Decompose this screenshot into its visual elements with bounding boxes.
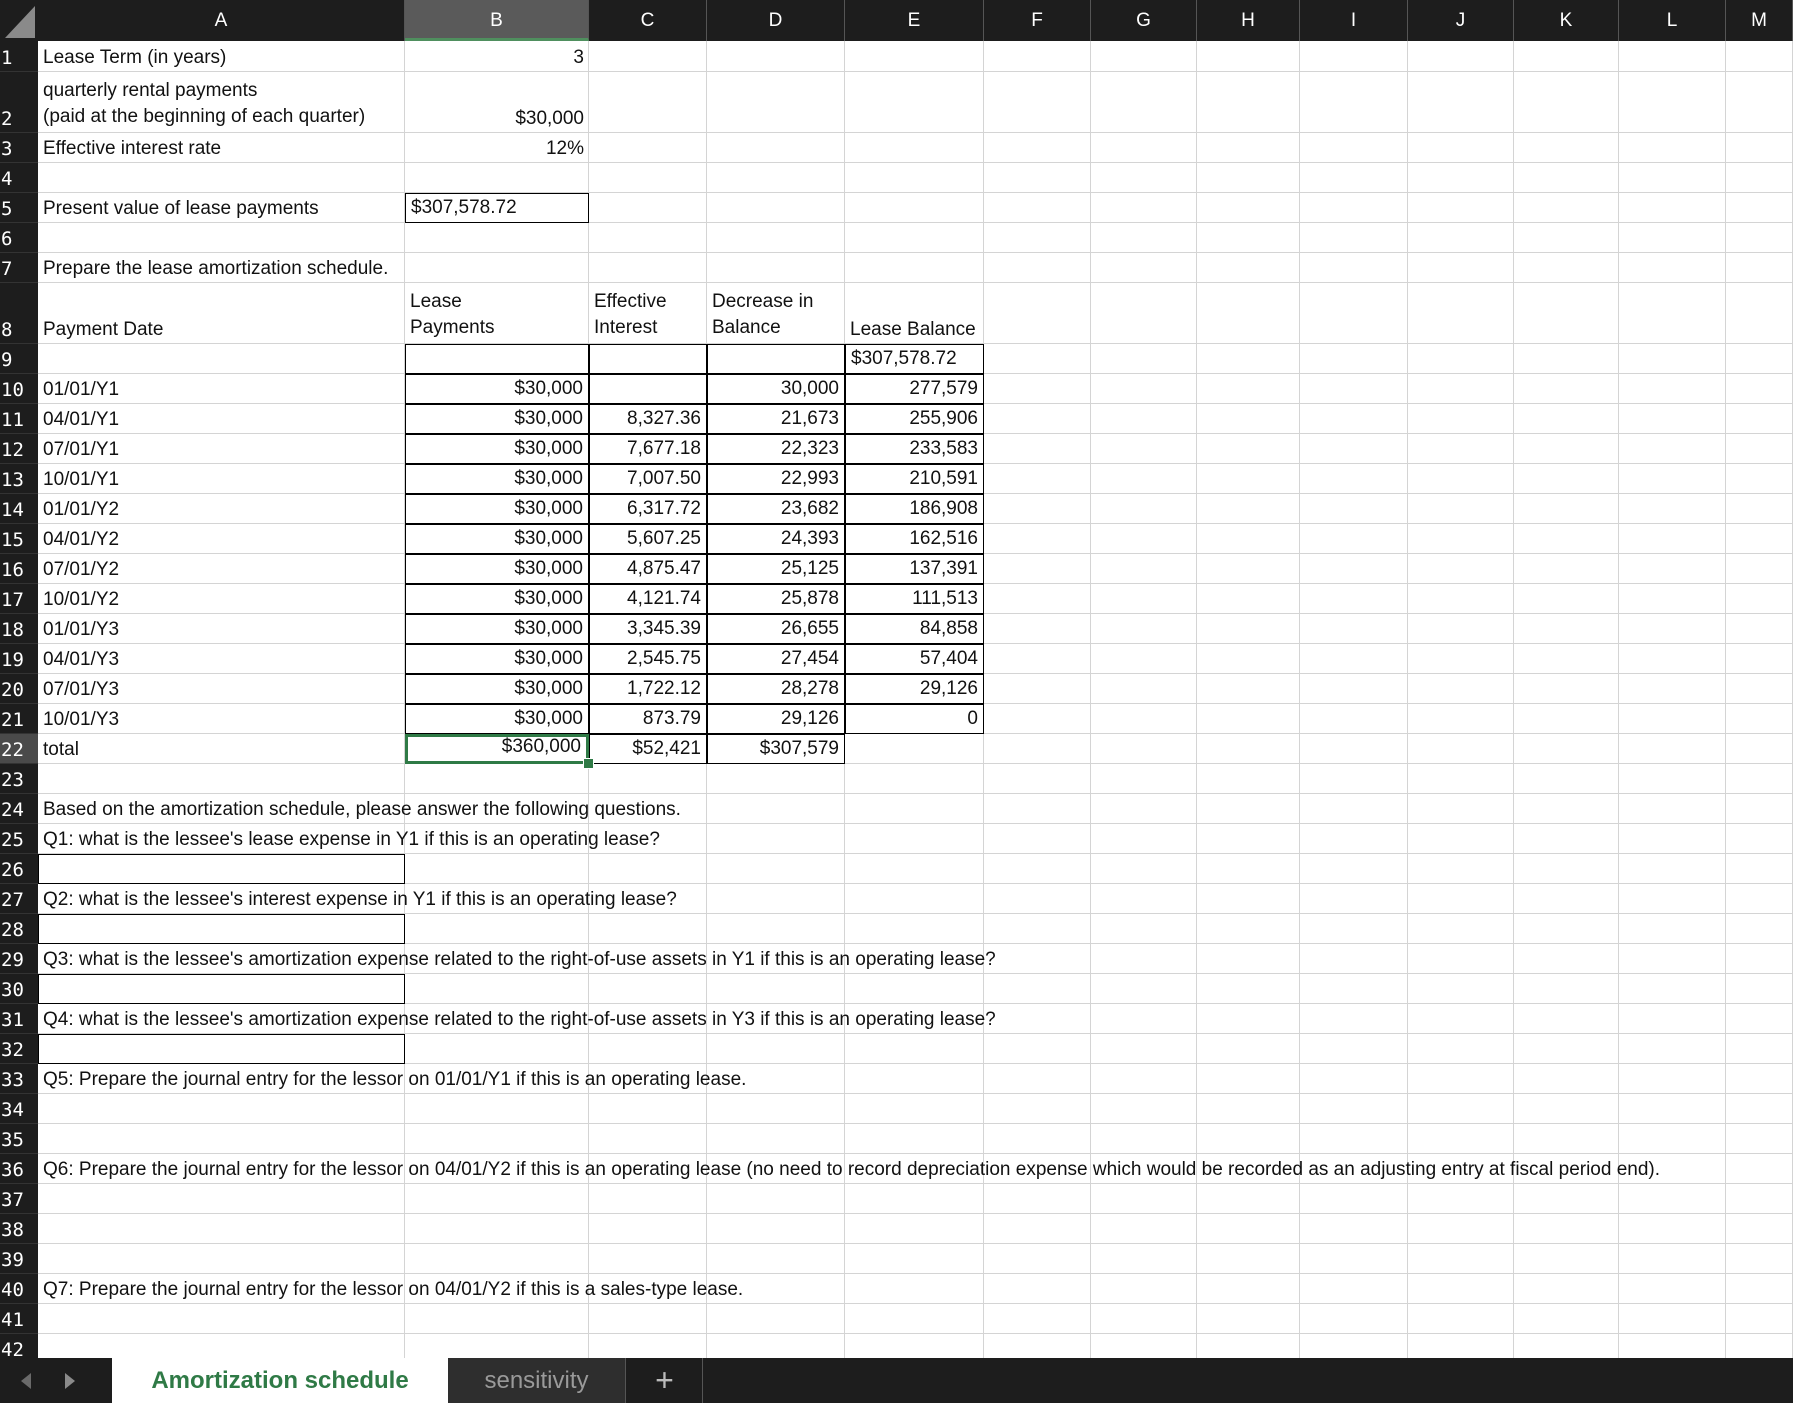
header-lease-balance[interactable]: Lease Balance (850, 319, 976, 340)
present-value-label[interactable]: Present value of lease payments (43, 198, 319, 219)
gridline-horizontal (38, 1243, 1793, 1244)
rental-payment-value[interactable]: $30,000 (515, 108, 584, 129)
tab-amortization-schedule[interactable]: Amortization schedule (112, 1358, 448, 1403)
gridline-horizontal (38, 1123, 1793, 1124)
next-sheet-icon[interactable] (50, 1358, 90, 1403)
column-header-f[interactable]: F (984, 0, 1091, 41)
schedule-date[interactable]: 10/01/Y1 (43, 469, 120, 490)
row-header-3[interactable]: 3 (0, 133, 38, 163)
schedule-interest[interactable]: 4,875.47 (589, 554, 707, 584)
row-header-38[interactable]: 38 (0, 1214, 38, 1244)
row-header-22[interactable]: 22 (0, 734, 38, 764)
column-header-b[interactable]: B (405, 0, 589, 41)
schedule-balance[interactable]: 186,908 (845, 494, 984, 524)
schedule-payment[interactable]: $30,000 (405, 524, 589, 554)
schedule-date[interactable]: 04/01/Y3 (43, 649, 120, 670)
header-effective-interest[interactable]: Effective Interest (594, 291, 667, 338)
row-header-34[interactable]: 34 (0, 1094, 38, 1124)
row-header-5[interactable]: 5 (0, 193, 38, 223)
schedule-payment[interactable]: $30,000 (405, 464, 589, 494)
row-header-42[interactable]: 42 (0, 1334, 38, 1358)
schedule-date[interactable]: 01/01/Y1 (43, 379, 120, 400)
question-7[interactable]: Q7: Prepare the journal entry for the lessor on 04/01/Y2 if this is a sales-type lease. (43, 1279, 744, 1300)
row-header-39[interactable]: 39 (0, 1244, 38, 1274)
question-5[interactable]: Q5: Prepare the journal entry for the lessor on 01/01/Y1 if this is an operating lease. (43, 1069, 747, 1090)
answer-input-box[interactable] (38, 854, 405, 884)
schedule-decrease[interactable]: 27,454 (707, 644, 845, 674)
row-header-10[interactable]: 10 (0, 374, 38, 404)
schedule-decrease[interactable]: 24,393 (707, 524, 845, 554)
prepare-schedule-label[interactable]: Prepare the lease amortization schedule. (43, 258, 389, 279)
answer-input-box[interactable] (38, 974, 405, 1004)
schedule-payment[interactable]: $30,000 (405, 644, 589, 674)
prev-sheet-icon[interactable] (6, 1358, 46, 1403)
schedule-interest[interactable]: 7,007.50 (589, 464, 707, 494)
row-header-25[interactable]: 25 (0, 824, 38, 854)
row-header-41[interactable]: 41 (0, 1304, 38, 1334)
schedule-payment[interactable]: $30,000 (405, 374, 589, 404)
schedule-interest[interactable]: 7,677.18 (589, 434, 707, 464)
schedule-payment[interactable]: $30,000 (405, 704, 589, 734)
fill-handle[interactable] (583, 758, 594, 769)
row-header-28[interactable]: 28 (0, 914, 38, 944)
schedule-balance[interactable]: 277,579 (845, 374, 984, 404)
row-header-40[interactable]: 40 (0, 1274, 38, 1304)
total-label[interactable]: total (43, 739, 79, 760)
row-header-11[interactable]: 11 (0, 404, 38, 434)
row-header-30[interactable]: 30 (0, 974, 38, 1004)
questions-intro[interactable]: Based on the amortization schedule, please answer the following questions. (43, 799, 681, 820)
schedule-date[interactable]: 07/01/Y3 (43, 679, 120, 700)
row-header-2[interactable]: 2 (0, 72, 38, 133)
schedule-balance[interactable]: 29,126 (845, 674, 984, 704)
column-header-i[interactable]: I (1300, 0, 1408, 41)
column-header-k[interactable]: K (1514, 0, 1619, 41)
row-header-21[interactable]: 21 (0, 704, 38, 734)
schedule-balance[interactable]: 210,591 (845, 464, 984, 494)
schedule-decrease[interactable]: 28,278 (707, 674, 845, 704)
interest-rate-value[interactable]: 12% (545, 138, 584, 159)
row-header-15[interactable]: 15 (0, 524, 38, 554)
schedule-decrease[interactable]: 29,126 (707, 704, 845, 734)
column-header-m[interactable]: M (1726, 0, 1793, 41)
question-6[interactable]: Q6: Prepare the journal entry for the lessor on 04/01/Y2 if this is an operating lease (no need to record depreciation expense which would be recorded as an adjusting entry at fiscal period end). (43, 1159, 1661, 1180)
schedule-balance[interactable]: 162,516 (845, 524, 984, 554)
schedule-interest[interactable] (589, 374, 707, 404)
schedule-payment[interactable]: $30,000 (405, 434, 589, 464)
row-header-36[interactable]: 36 (0, 1154, 38, 1184)
row-header-23[interactable]: 23 (0, 764, 38, 794)
schedule-balance[interactable]: 233,583 (845, 434, 984, 464)
schedule-interest[interactable]: 2,545.75 (589, 644, 707, 674)
question-3[interactable]: Q3: what is the lessee's amortization expense related to the right-of-use assets in Y1 if this is an operating lease? (43, 949, 996, 970)
schedule-decrease[interactable]: 30,000 (707, 374, 845, 404)
row-header-18[interactable]: 18 (0, 614, 38, 644)
question-2[interactable]: Q2: what is the lessee's interest expense in Y1 if this is an operating lease? (43, 889, 677, 910)
schedule-decrease[interactable]: 22,993 (707, 464, 845, 494)
row-header-17[interactable]: 17 (0, 584, 38, 614)
schedule-decrease[interactable]: 23,682 (707, 494, 845, 524)
schedule-balance[interactable]: 84,858 (845, 614, 984, 644)
row-header-31[interactable]: 31 (0, 1004, 38, 1034)
column-header-a[interactable]: A (38, 0, 405, 41)
schedule-payment[interactable]: $30,000 (405, 554, 589, 584)
schedule-decrease[interactable]: 21,673 (707, 404, 845, 434)
row-header-37[interactable]: 37 (0, 1184, 38, 1214)
gridline-horizontal (38, 1333, 1793, 1334)
schedule-balance[interactable]: 57,404 (845, 644, 984, 674)
schedule-payment[interactable]: $30,000 (405, 614, 589, 644)
schedule-payment[interactable]: $30,000 (405, 494, 589, 524)
row-header-bar (0, 41, 38, 1358)
row-header-13[interactable]: 13 (0, 464, 38, 494)
schedule-balance[interactable]: 0 (845, 704, 984, 734)
row-header-4[interactable]: 4 (0, 163, 38, 193)
gridline-horizontal (38, 1213, 1793, 1214)
lease-term-label[interactable]: Lease Term (in years) (43, 47, 227, 68)
row-header-19[interactable]: 19 (0, 644, 38, 674)
row-header-26[interactable]: 26 (0, 854, 38, 884)
row-header-29[interactable]: 29 (0, 944, 38, 974)
row-header-6[interactable]: 6 (0, 223, 38, 253)
schedule-date[interactable]: 01/01/Y2 (43, 499, 120, 520)
add-sheet-button[interactable]: + (627, 1358, 703, 1403)
schedule-decrease[interactable]: 26,655 (707, 614, 845, 644)
schedule-interest[interactable]: 1,722.12 (589, 674, 707, 704)
total-decrease[interactable]: $307,579 (707, 734, 845, 764)
column-header-l[interactable]: L (1619, 0, 1726, 41)
question-1[interactable]: Q1: what is the lessee's lease expense in Y1 if this is an operating lease? (43, 829, 660, 850)
schedule-interest[interactable]: 4,121.74 (589, 584, 707, 614)
row-header-20[interactable]: 20 (0, 674, 38, 704)
lease-term-value[interactable]: 3 (573, 47, 584, 68)
column-header-h[interactable]: H (1197, 0, 1300, 41)
schedule-interest[interactable]: 6,317.72 (589, 494, 707, 524)
schedule-date[interactable]: 10/01/Y2 (43, 589, 120, 610)
column-header-g[interactable]: G (1091, 0, 1197, 41)
question-4[interactable]: Q4: what is the lessee's amortization expense related to the right-of-use assets in Y3 if this is an operating lease? (43, 1009, 996, 1030)
empty-decrease-cell[interactable] (707, 344, 845, 374)
row-header-27[interactable]: 27 (0, 884, 38, 914)
empty-payment-cell[interactable] (405, 344, 589, 374)
schedule-interest[interactable]: 3,345.39 (589, 614, 707, 644)
schedule-interest[interactable]: 8,327.36 (589, 404, 707, 434)
schedule-balance[interactable]: 111,513 (845, 584, 984, 614)
column-header-bar (0, 0, 1793, 41)
row-header-16[interactable]: 16 (0, 554, 38, 584)
answer-input-box[interactable] (38, 914, 405, 944)
interest-rate-label[interactable]: Effective interest rate (43, 138, 222, 159)
schedule-date[interactable]: 10/01/Y3 (43, 709, 120, 730)
answer-input-box[interactable] (38, 1034, 405, 1064)
present-value-value[interactable]: $307,578.72 (405, 193, 589, 223)
column-header-d[interactable]: D (707, 0, 845, 41)
schedule-date[interactable]: 04/01/Y2 (43, 529, 120, 550)
schedule-payment[interactable]: $30,000 (405, 584, 589, 614)
row-header-8[interactable]: 8 (0, 283, 38, 344)
select-all-corner[interactable] (0, 0, 38, 41)
column-header-j[interactable]: J (1408, 0, 1514, 41)
schedule-interest[interactable]: 873.79 (589, 704, 707, 734)
row-header-35[interactable]: 35 (0, 1124, 38, 1154)
row-header-24[interactable]: 24 (0, 794, 38, 824)
opening-balance[interactable]: $307,578.72 (845, 344, 984, 374)
schedule-payment[interactable]: $30,000 (405, 404, 589, 434)
rental-payment-label[interactable]: quarterly rental payments (paid at the beginning of each quarter) (43, 80, 366, 127)
row-header-14[interactable]: 14 (0, 494, 38, 524)
total-payment-active-cell[interactable]: $360,000 (405, 734, 589, 764)
total-interest[interactable]: $52,421 (589, 734, 707, 764)
schedule-interest[interactable]: 5,607.25 (589, 524, 707, 554)
header-lease-payments[interactable]: Lease Payments (410, 291, 495, 338)
schedule-date[interactable]: 07/01/Y1 (43, 439, 120, 460)
row-header-7[interactable]: 7 (0, 253, 38, 283)
row-header-12[interactable]: 12 (0, 434, 38, 464)
schedule-date[interactable]: 01/01/Y3 (43, 619, 120, 640)
schedule-balance[interactable]: 137,391 (845, 554, 984, 584)
header-decrease-balance[interactable]: Decrease in Balance (712, 291, 814, 338)
schedule-decrease[interactable]: 22,323 (707, 434, 845, 464)
tab-sensitivity[interactable]: sensitivity (448, 1358, 626, 1403)
column-header-e[interactable]: E (845, 0, 984, 41)
empty-interest-cell[interactable] (589, 344, 707, 374)
row-header-1[interactable]: 1 (0, 41, 38, 72)
schedule-balance[interactable]: 255,906 (845, 404, 984, 434)
schedule-date[interactable]: 04/01/Y1 (43, 409, 120, 430)
header-payment-date[interactable]: Payment Date (43, 319, 164, 340)
schedule-decrease[interactable]: 25,125 (707, 554, 845, 584)
column-header-c[interactable]: C (589, 0, 707, 41)
schedule-date[interactable]: 07/01/Y2 (43, 559, 120, 580)
row-header-32[interactable]: 32 (0, 1034, 38, 1064)
row-header-33[interactable]: 33 (0, 1064, 38, 1094)
schedule-decrease[interactable]: 25,878 (707, 584, 845, 614)
schedule-payment[interactable]: $30,000 (405, 674, 589, 704)
row-header-9[interactable]: 9 (0, 344, 38, 374)
